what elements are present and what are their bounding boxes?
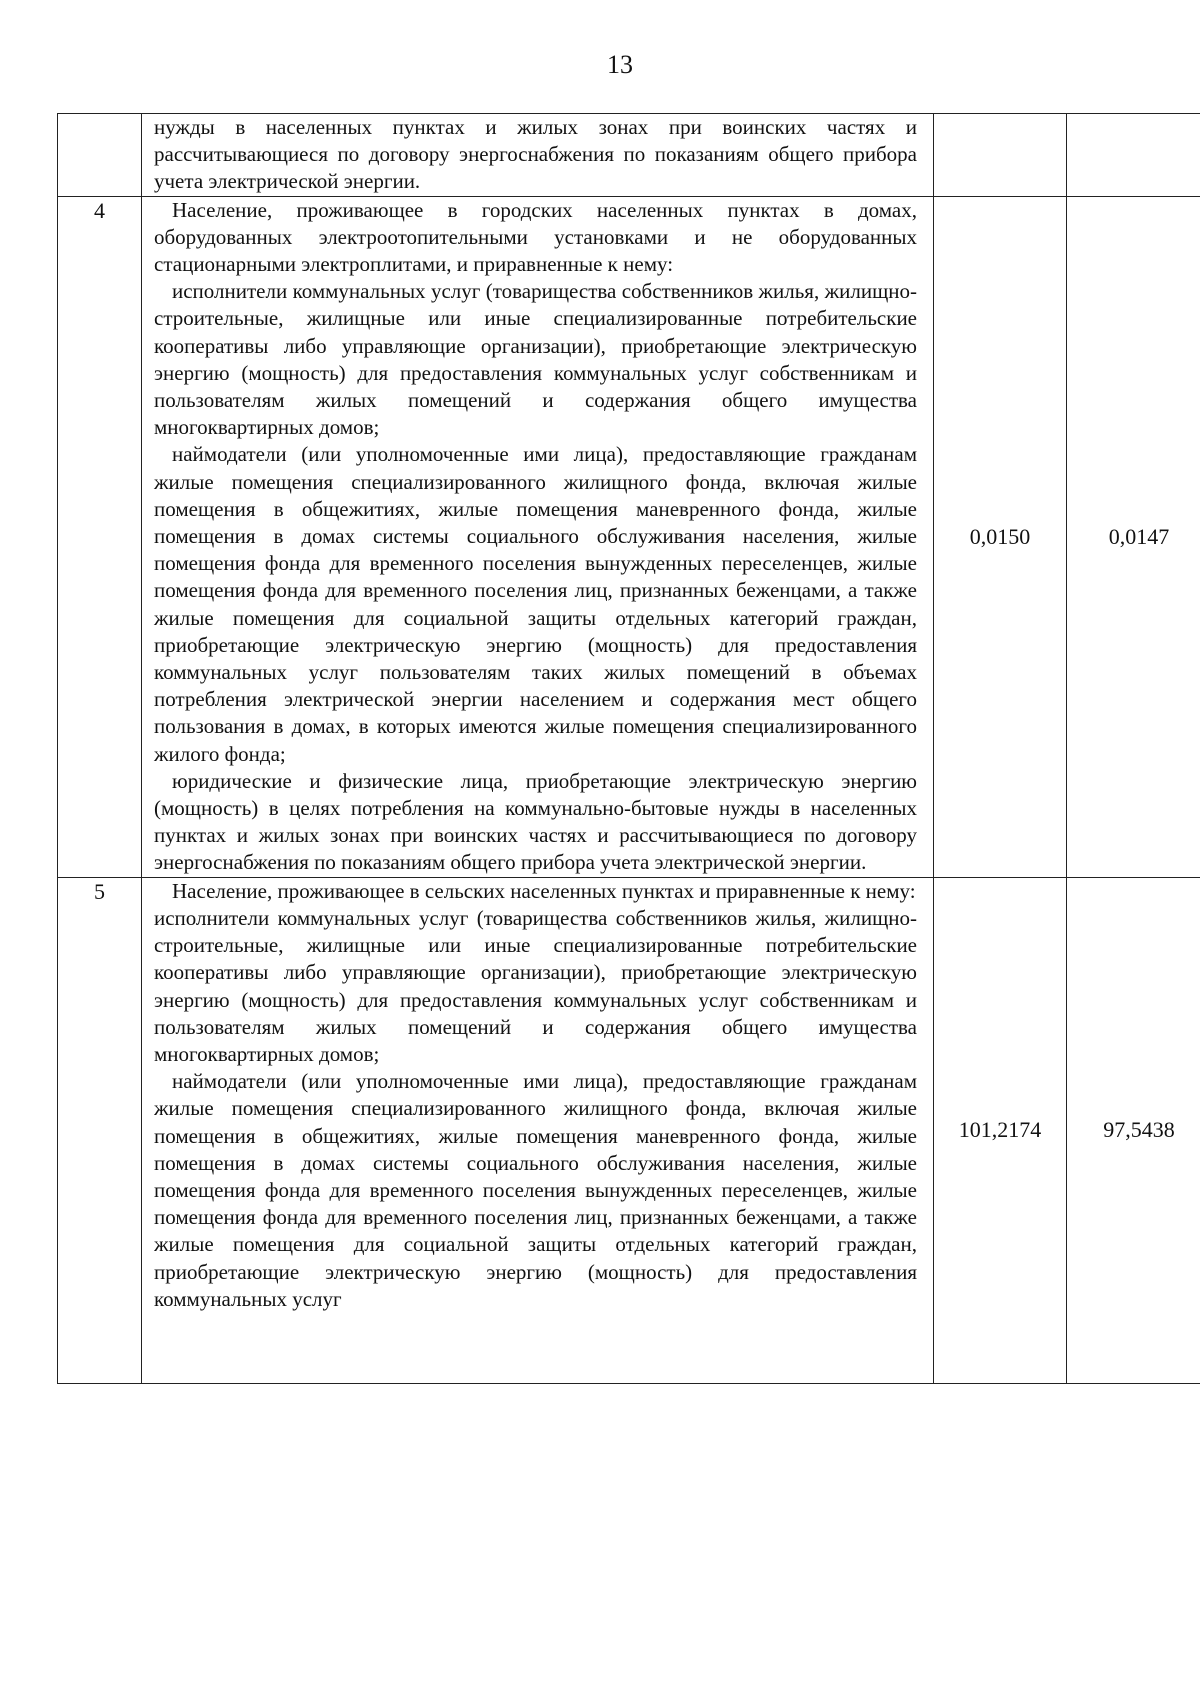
row-description	[142, 196, 934, 877]
row-description	[142, 114, 934, 197]
table-row	[58, 114, 1200, 197]
value-column-1	[934, 114, 1067, 197]
description-paragraph: наймодатели (или уполномоченные ими лица), предоставляющие гражданам жилые помещения специализированного жилищного фонда, включая жилые помещения в общежитиях, жилые помещения маневренного фонда, жилые помещения в домах системы социального обслуживания населения, жилые помещения фонда для временного поселения вынужденных переселенцев, жилые помещения фонда для временного поселения лиц, признанных беженцами, а также жилые помещения для социальной защиты отдельных категорий граждан, приобретающие электрическую энергию (мощность) для предоставления коммунальных услуг	[154, 1069, 917, 1311]
description-paragraph: Население, проживающее в городских населенных пунктах в домах, оборудованных электроотопительными установками и не оборудованных стационарными электроплитами, и приравненные к нему:	[154, 197, 917, 277]
description-paragraph: исполнители коммунальных услуг (товарищества собственников жилья, жилищно-строительные, жилищные или иные специализированные потребительские кооперативы либо управляющие организации), приобретающие электрическую энергию (мощность) для предоставления коммунальных услуг собственникам и пользователям жилых помещений и содержания общего имущества многоквартирных домов;	[154, 279, 917, 440]
tariff-table	[57, 113, 1200, 1384]
row-number: 5	[58, 877, 142, 1383]
row-number: 4	[58, 196, 142, 877]
value-column-2: 0,0147	[1067, 196, 1200, 877]
row-description	[142, 877, 934, 1383]
row-number	[58, 114, 142, 197]
description-paragraph: наймодатели (или уполномоченные ими лица), предоставляющие гражданам жилые помещения специализированного жилищного фонда, включая жилые помещения в общежитиях, жилые помещения маневренного фонда, жилые помещения в домах системы социального обслуживания населения, жилые помещения фонда для временного поселения вынужденных переселенцев, жилые помещения фонда для временного поселения лиц, признанных беженцами, а также жилые помещения для социальной защиты отдельных категорий граждан, приобретающие электрическую энергию (мощность) для предоставления коммунальных услуг пользователям таких жилых помещений в объемах потребления электрической энергии населением и содержания мест общего пользования в домах, в которых имеются жилые помещения специализированного жилого фонда;	[154, 442, 917, 766]
description-clip	[154, 878, 917, 1383]
description-paragraph: исполнители коммунальных услуг (товарищества собственников жилья, жилищно-строительные, жилищные или иные специализированные потребительские кооперативы либо управляющие организации), приобретающие электрическую энергию (мощность) для предоставления коммунальных услуг собственникам и пользователям жилых помещений и содержания общего имущества многоквартирных домов;	[154, 905, 917, 1066]
table-row	[58, 877, 1200, 1383]
value-column-2	[1067, 114, 1200, 197]
description-paragraph: Население, проживающее в сельских населенных пунктах и приравненные к нему:	[172, 878, 916, 903]
value-column-2: 97,5438	[1067, 877, 1200, 1383]
description-paragraph: нужды в населенных пунктах и жилых зонах при воинских частях и рассчитывающиеся по договору энергоснабжения по показаниям общего прибора учета электрической энергии.	[154, 115, 917, 194]
page-number: 13	[607, 50, 633, 79]
value-column-1: 0,0150	[934, 196, 1067, 877]
value-column-1: 101,2174	[934, 877, 1067, 1383]
description-paragraph: юридические и физические лица, приобретающие электрическую энергию (мощность) в целях потребления на коммунально-бытовые нужды в населенных пунктах и жилых зонах при воинских частях и рассчитывающиеся по договору энергоснабжения по показаниям общего прибора учета электрической энергии.	[154, 768, 917, 875]
table-row	[58, 196, 1200, 877]
